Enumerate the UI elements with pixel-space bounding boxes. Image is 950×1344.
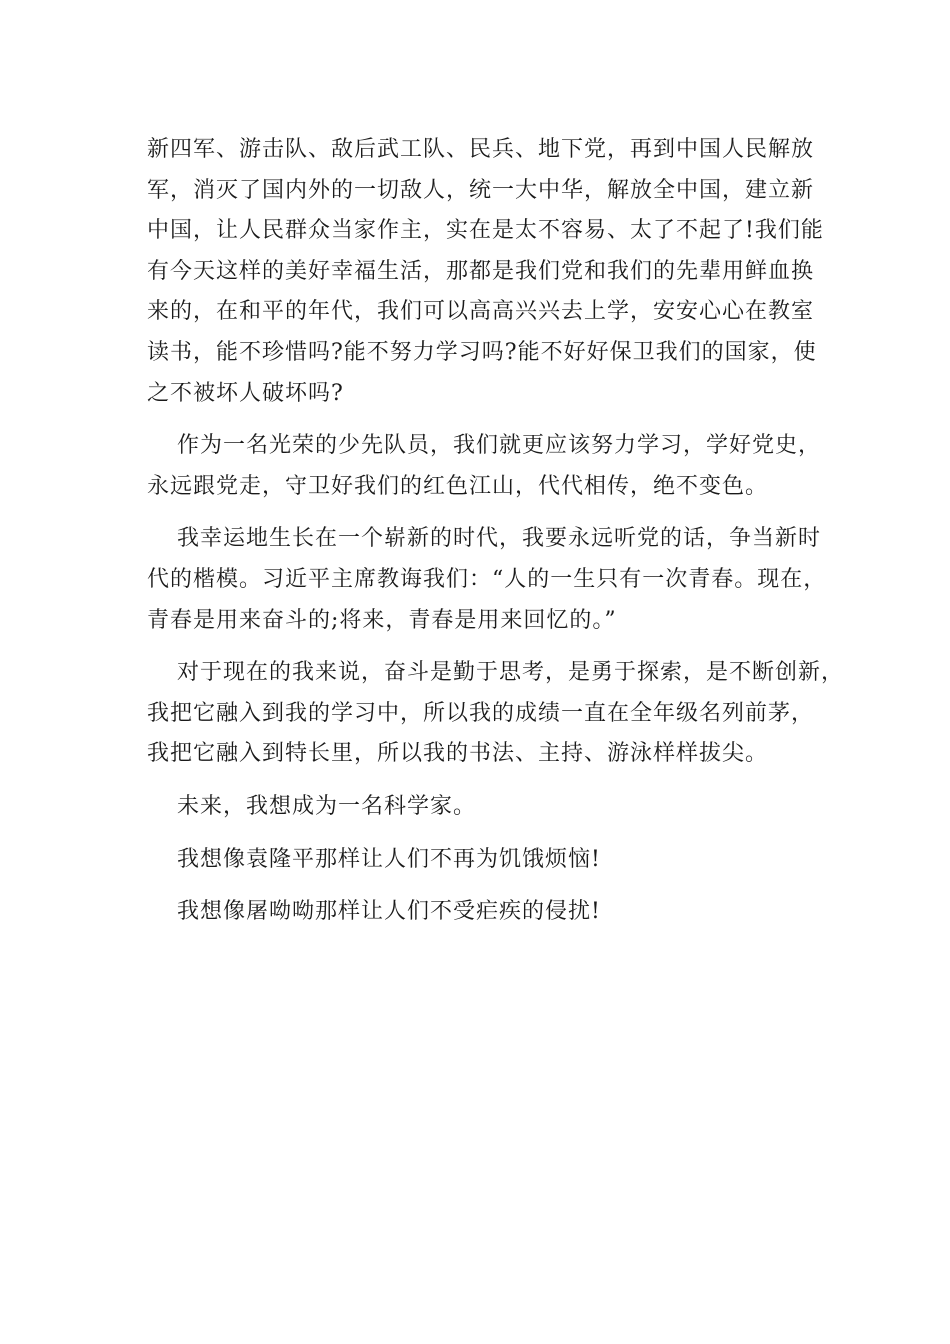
paragraph-line: 青春是用来奋斗的;将来，青春是用来回忆的。” [147, 607, 617, 633]
paragraph-line: 读书，能不珍惜吗?能不努力学习吗?能不好好保卫我们的国家，使 [147, 339, 817, 365]
document-body [147, 130, 845, 933]
paragraph-line: 有今天这样的美好幸福生活，那都是我们党和我们的先辈用鲜血换 [147, 258, 815, 284]
paragraph-spacer [147, 641, 807, 653]
paragraph-line: 我把它融入到我的学习中，所以我的成绩一直在全年级名列前茅， [147, 700, 815, 726]
paragraph-spacer [147, 880, 807, 892]
paragraph-line: 之不被坏人破坏吗? [147, 380, 344, 406]
paragraph-spacer [147, 828, 807, 840]
paragraph-line: 对于现在的我来说，奋斗是勤于思考，是勇于探索，是不断创新， [177, 660, 845, 686]
paragraph-line: 我想像袁隆平那样让人们不再为饥饿烦恼! [177, 846, 601, 872]
paragraph-spacer [147, 775, 807, 787]
paragraph-line: 作为一名光荣的少先队员，我们就更应该努力学习，学好党史， [177, 433, 822, 459]
paragraph-line: 我想像屠呦呦那样让人们不受疟疾的侵扰! [177, 899, 601, 925]
paragraph-spacer [147, 507, 807, 519]
paragraph-line: 来的，在和平的年代，我们可以高高兴兴去上学，安安心心在教室 [147, 299, 815, 325]
paragraph-line: 未来，我想成为一名科学家。 [177, 793, 477, 819]
paragraph-spacer [147, 414, 807, 426]
paragraph-7 [147, 892, 807, 933]
paragraph-5 [147, 787, 807, 828]
paragraph-4 [147, 653, 845, 775]
paragraph-6 [147, 840, 807, 881]
paragraph-line: 永远跟党走，守卫好我们的红色江山，代代相传，绝不变色。 [147, 473, 769, 499]
paragraph-line: 代的楷模。习近平主席教诲我们：“人的一生只有一次青春。现在， [147, 566, 827, 592]
paragraph-line: 中国，让人民群众当家作主，实在是太不容易、太了不起了!我们能 [147, 218, 824, 244]
paragraph-2 [147, 426, 822, 507]
paragraph-1 [147, 130, 824, 414]
paragraph-line: 新四军、游击队、敌后武工队、民兵、地下党，再到中国人民解放 [147, 137, 815, 162]
paragraph-3 [147, 519, 827, 641]
paragraph-line: 军，消灭了国内外的一切敌人，统一大中华，解放全中国，建立新 [147, 177, 815, 203]
paragraph-line: 我幸运地生长在一个崭新的时代，我要永远听党的话，争当新时 [177, 526, 822, 552]
paragraph-line: 我把它融入到特长里，所以我的书法、主持、游泳样样拔尖。 [147, 741, 769, 767]
